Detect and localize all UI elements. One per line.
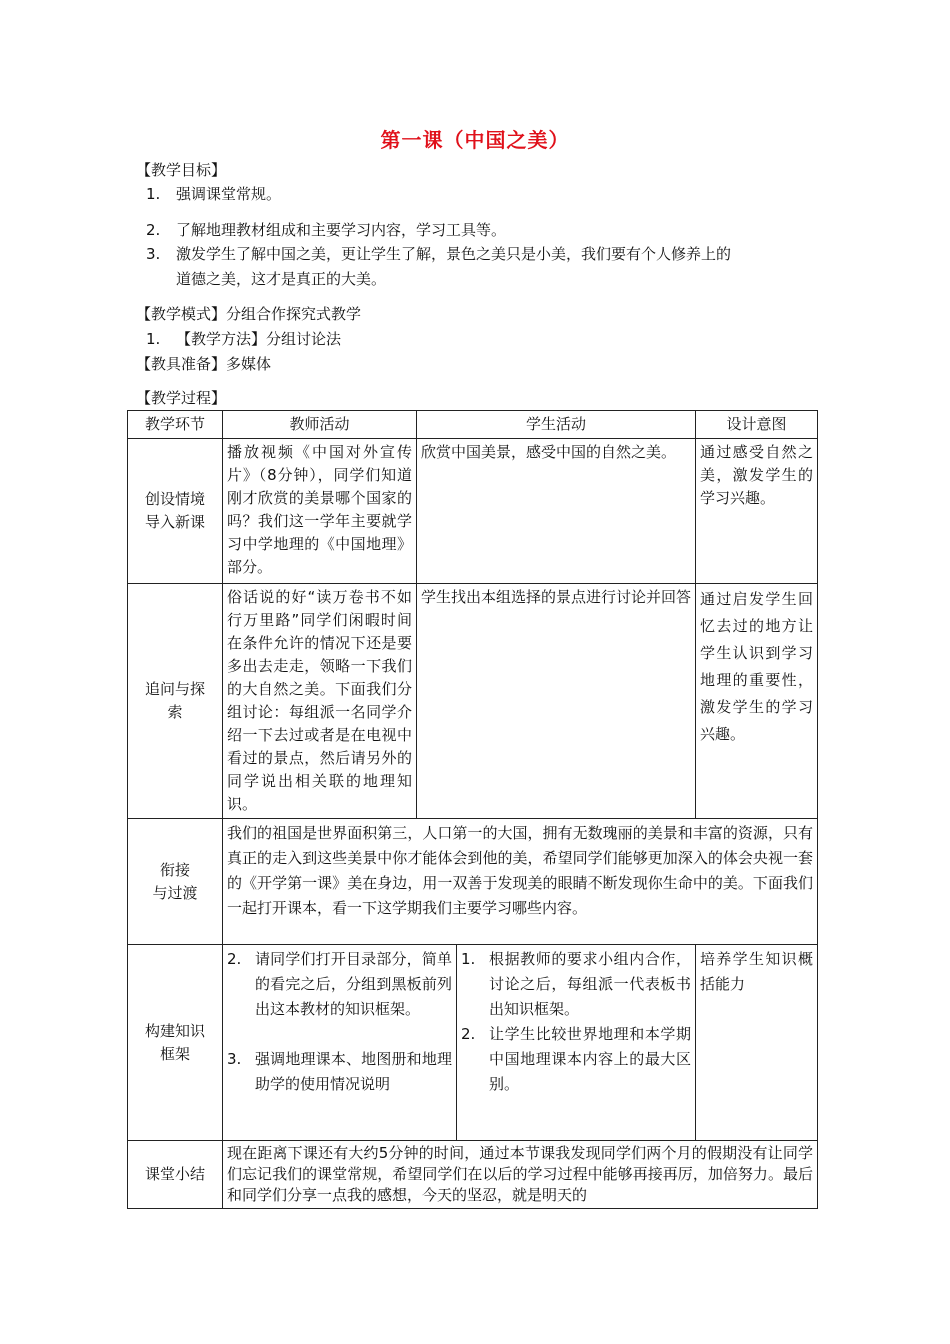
list-number: 1. <box>461 950 476 968</box>
row-merged-content: 现在距离下课还有大约5分钟的时间，通过本节课我发现同学们两个月的假期没有让同学们忘记我们的课堂常规，希望同学们在以后的学习过程中能够再接再厉，加倍努力。最后和同学们分享一点我的感想，今天的坚忍，就是明天的 <box>223 1141 818 1209</box>
row-intent: 通过启发学生回忆去过的地方让学生认识到学习地理的重要性，激发学生的学习兴趣。 <box>696 584 818 819</box>
table-row <box>128 439 818 584</box>
row-student: 欣赏中国美景，感受中国的自然之美。 <box>417 439 696 584</box>
row-stage: 追问与探 索 <box>128 584 223 819</box>
list-item <box>461 1022 691 1097</box>
list-text: 强调地理课本、地图册和地理助学的使用情况说明 <box>255 1050 452 1093</box>
row-teacher: 俗话说的好“读万卷书不如行万里路”同学们闲暇时间在条件允许的情况下还是要多出去走走，领略一下我们的大自然之美。下面我们分组讨论：每组派一名同学介绍一下去过或者是在电视中看过的景点，然后请另外的同学说出相关联的地理知识。 <box>223 584 417 819</box>
list-text: 让学生比较世界地理和本学期中国地理课本内容上的最大区别。 <box>489 1025 692 1093</box>
header-intent: 设计意图 <box>696 411 818 439</box>
row-teacher: 播放视频《中国对外宣传片》（8分钟），同学们知道刚才欣赏的美景哪个国家的吗？我们这一学年主要就学习中学地理的《中国地理》部分。 <box>223 439 417 584</box>
table-row <box>128 819 818 945</box>
list-item <box>227 1047 452 1097</box>
objective-number: 3. <box>146 245 161 263</box>
page-title: 第一课（中国之美） <box>380 128 570 152</box>
list-number: 2. <box>461 1025 476 1043</box>
teaching-mode: 【教学模式】分组合作探究式教学 <box>136 305 362 323</box>
row-student: 学生找出本组选择的景点进行讨论并回答 <box>417 584 696 819</box>
header-stage: 教学环节 <box>128 411 223 439</box>
table-row <box>128 1141 818 1209</box>
teaching-process-table <box>127 410 818 1209</box>
table-row <box>128 584 818 819</box>
objective-text: 了解地理教材组成和主要学习内容，学习工具等。 <box>176 221 507 239</box>
process-heading: 【教学过程】 <box>136 389 227 407</box>
row-student <box>457 945 696 1141</box>
list-item <box>227 947 452 1022</box>
list-item <box>461 947 691 1022</box>
list-number: 2. <box>227 950 242 968</box>
row-stage: 衔接 与过渡 <box>128 819 223 945</box>
objective-item-3 <box>146 241 731 267</box>
list-number: 3. <box>227 1050 242 1068</box>
objective-item-1 <box>146 181 281 207</box>
objective-text: 强调课堂常规。 <box>176 185 282 203</box>
objectives-heading: 【教学目标】 <box>136 161 227 179</box>
objective-text: 激发学生了解中国之美，更让学生了解，景色之美只是小美，我们要有个人修养上的 <box>176 245 732 263</box>
list-text: 根据教师的要求小组内合作，讨论之后，每组派一代表板书出知识框架。 <box>489 950 692 1018</box>
row-stage: 创设情境 导入新课 <box>128 439 223 584</box>
row-stage: 课堂小结 <box>128 1141 223 1209</box>
objective-number: 1. <box>146 185 161 203</box>
row-intent: 通过感受自然之美，激发学生的学习兴趣。 <box>696 439 818 584</box>
objective-item-3-continued: 道德之美，这才是真正的大美。 <box>176 270 387 288</box>
teaching-tools: 【教具准备】多媒体 <box>136 355 272 373</box>
row-teacher <box>223 945 457 1141</box>
header-teacher: 教师活动 <box>223 411 417 439</box>
method-text: 【教学方法】分组讨论法 <box>176 330 342 348</box>
header-student: 学生活动 <box>417 411 696 439</box>
objective-item-2 <box>146 217 506 243</box>
table-row <box>128 945 818 1141</box>
row-stage: 构建知识 框架 <box>128 945 223 1141</box>
objective-number: 2. <box>146 221 161 239</box>
table-header-row <box>128 411 818 439</box>
list-text: 请同学们打开目录部分，简单的看完之后，分组到黑板前列出这本教材的知识框架。 <box>255 950 452 1018</box>
row-merged-content: 我们的祖国是世界面积第三，人口第一的大国，拥有无数瑰丽的美景和丰富的资源，只有真正的走入到这些美景中你才能体会到他的美，希望同学们能够更加深入的体会央视一套的《开学第一课》美在身边，用一双善于发现美的眼睛不断发现你生命中的美。下面我们一起打开课本，看一下这学期我们主要学习哪些内容。 <box>223 819 818 945</box>
method-number: 1. <box>146 330 161 348</box>
teaching-method <box>146 326 341 352</box>
row-intent: 培养学生知识概括能力 <box>696 945 818 1141</box>
